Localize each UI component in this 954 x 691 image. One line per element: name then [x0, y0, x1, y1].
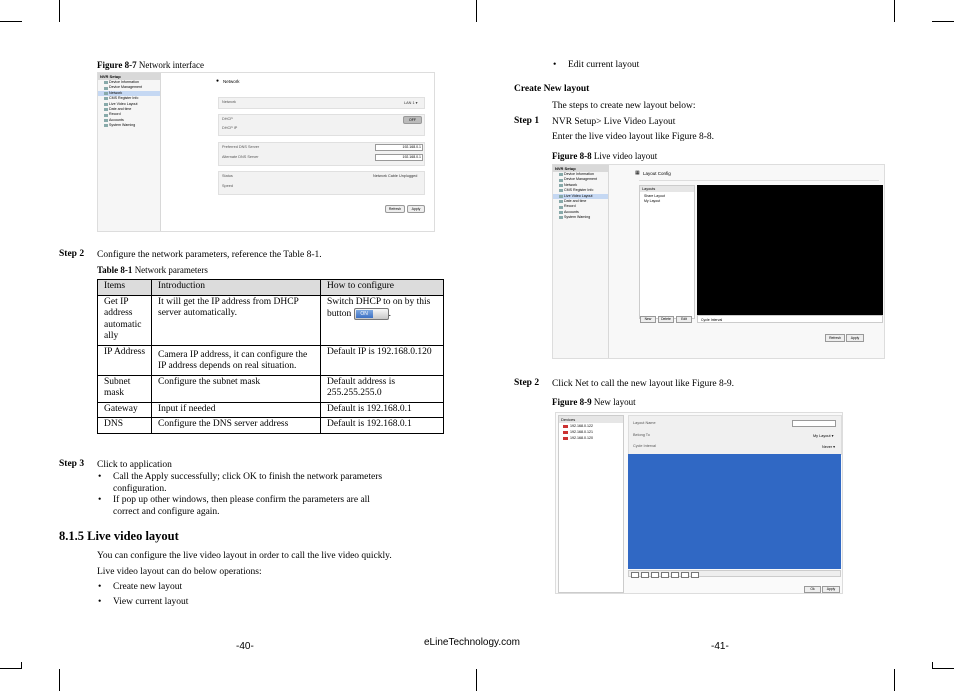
tree-item-label: CMS Register Info [564, 188, 594, 193]
layout-name-input[interactable] [792, 420, 836, 427]
devices-header: Devices [559, 416, 623, 423]
subheading: Create New layout [514, 84, 590, 94]
step-label: Step 3 [59, 459, 85, 469]
grid-6-icon[interactable] [651, 572, 659, 578]
delete-icon[interactable] [691, 572, 699, 578]
table-row [98, 295, 444, 345]
section-heading: 8.1.5 Live video layout [59, 529, 179, 543]
layouts-header: Layouts [640, 186, 694, 192]
dhcp-ip-label: DHCP IP [222, 126, 238, 130]
grid-1-icon[interactable] [631, 572, 639, 578]
dhcp-toggle[interactable]: OFF [403, 116, 422, 124]
status-label: Status [222, 174, 233, 178]
step-text: NVR Setup> Live Video Layout [552, 117, 676, 127]
grid-9-icon[interactable] [671, 572, 679, 578]
belong-to-select[interactable]: My Layout ▾ [813, 434, 834, 438]
table-cell: Get IP address automatic ally [98, 295, 152, 345]
speed-label: Speed [222, 184, 233, 188]
apply-button[interactable]: Apply [822, 586, 840, 593]
figure-caption: Figure 8-9 New layout [552, 397, 636, 407]
table-cell: Default IP is 192.168.0.120 [321, 345, 444, 375]
crop-mark [476, 0, 477, 22]
tree-item-label: Network [564, 182, 578, 187]
table-cell: Subnet mask [98, 375, 152, 402]
tree-node-icon [104, 97, 108, 100]
tree-item-label: Record [564, 204, 576, 209]
camera-icon [563, 425, 568, 428]
globe-icon: ● [216, 78, 220, 84]
crop-mark [59, 669, 60, 691]
paragraph: The steps to create new layout below: [552, 101, 696, 111]
page-number: -41- [711, 641, 729, 652]
crop-mark [0, 668, 22, 669]
step-text: Click to application [97, 460, 172, 470]
tree-item-label: Device Management [109, 85, 142, 90]
tree-item-label: Device Information [109, 80, 139, 84]
table-cell: DNS [98, 418, 152, 434]
refresh-button[interactable]: Refresh [825, 334, 845, 342]
table-cell: Default is 192.168.0.1 [321, 402, 444, 418]
tree-item[interactable] [553, 215, 608, 220]
cycle-interval-bar: Cycle Interval [697, 315, 883, 323]
tree-item-label: Date and time [564, 199, 587, 204]
paragraph: Live video layout can do below operations: [97, 567, 262, 577]
table-cell: It will get the IP address from DHCP server automatically. [152, 295, 321, 345]
device-item[interactable] [559, 435, 623, 441]
refresh-button[interactable]: Refresh [385, 205, 405, 213]
layout-name-label: Layout Name [633, 421, 656, 425]
preferred-dns-input[interactable]: 192.168.0.1 [375, 144, 423, 151]
divider [639, 180, 879, 181]
dhcp-label: DHCP [222, 117, 233, 121]
tree-item[interactable] [98, 123, 160, 128]
table-cell: Configure the DNS server address [152, 418, 321, 434]
table-cell: Switch DHCP to on by this button ON . [321, 295, 444, 345]
tree-node-icon [104, 92, 108, 95]
tree-node-icon [559, 195, 563, 198]
edit-button[interactable]: Edit [676, 316, 692, 323]
list-item: • Create new layout [97, 582, 397, 594]
tree-item-label: Record [109, 112, 121, 117]
top-list [552, 60, 852, 72]
dhcp-box [218, 114, 425, 136]
panel-title: Network [223, 79, 240, 84]
tree-node-icon [559, 189, 563, 192]
step-text: Click Net to call the new layout like Figure 8-9. [552, 379, 735, 389]
network-interface-figure [97, 72, 435, 232]
paragraph: You can configure the live video layout in order to call the live video quickly. [97, 551, 392, 561]
network-row [218, 97, 425, 109]
camera-icon [563, 437, 568, 440]
layout-toolbar [628, 570, 841, 577]
table-cell: Gateway [98, 402, 152, 418]
alternate-dns-input[interactable]: 192.168.0.1 [375, 154, 423, 161]
tree-node-icon [559, 184, 563, 187]
table-row [98, 345, 444, 375]
live-video-layout-figure [552, 164, 885, 359]
network-parameters-table [97, 279, 444, 434]
new-layout-figure [555, 412, 843, 594]
tree-node-icon [559, 179, 563, 182]
tree-item-label: Live Video Layout [564, 193, 593, 198]
table-cell: Camera IP address, it can configure the IP address depends on real situation. [152, 345, 321, 375]
step3-bullets [97, 472, 397, 518]
table-cell: Default is 192.168.0.1 [321, 418, 444, 434]
network-select[interactable]: LAN 1 ▾ [404, 101, 418, 105]
tree-node-icon [104, 108, 108, 111]
tree-item-label: Accounts [564, 209, 579, 214]
table-cell: IP Address [98, 345, 152, 375]
crop-mark [932, 21, 954, 22]
camera-icon [563, 431, 568, 434]
layout-config-panel [609, 165, 884, 358]
tree-node-icon [559, 206, 563, 209]
tree-node-icon [559, 211, 563, 214]
tree-item-label: Accounts [109, 117, 124, 122]
step-text: Configure the network parameters, reference the Table 8-1. [97, 250, 322, 260]
crop-mark [894, 669, 895, 691]
tree-node-icon [104, 103, 108, 106]
belong-to-label: Belong To [633, 433, 650, 437]
device-label: 192.168.0.122 [570, 424, 593, 428]
tree-item-label: System Warning [564, 215, 591, 220]
device-label: 192.168.0.121 [570, 430, 593, 434]
page-number: -40- [236, 641, 254, 652]
tree-header: NVR Setup [553, 165, 608, 172]
dhcp-on-button[interactable]: ON [354, 308, 389, 320]
tree-node-icon [104, 119, 108, 122]
operations-list [97, 582, 397, 608]
crop-mark [932, 662, 933, 669]
crop-mark [932, 668, 954, 669]
list-item: • View current layout [97, 597, 397, 609]
layout-canvas[interactable] [628, 454, 841, 569]
cycle-interval-label: Cycle Interval [633, 444, 657, 448]
tree-item-label: Live Video Layout [109, 101, 138, 106]
tree-item-label: Date and time [109, 107, 132, 112]
figure-caption: Figure 8-8 Live video layout [552, 151, 658, 161]
grid-4-icon[interactable] [641, 572, 649, 578]
nvr-setup-tree [553, 165, 609, 358]
column-header: Introduction [152, 280, 321, 296]
tree-item-label: CMS Register Info [109, 96, 139, 101]
status-value: Network Cable Unplugged [373, 174, 418, 178]
new-button[interactable]: New [640, 316, 656, 323]
apply-button[interactable]: Apply [846, 334, 864, 342]
table-row [98, 402, 444, 418]
paragraph: Enter the live video layout like Figure 8-8. [552, 132, 714, 142]
device-label: 192.168.0.120 [570, 436, 593, 440]
tree-node-icon [104, 81, 108, 84]
preferred-dns-label: Preferred DNS Server [222, 145, 260, 149]
table-cell: Configure the subnet mask [152, 375, 321, 402]
tree-header: NVR Setup [98, 73, 160, 80]
alternate-dns-label: Alternate DNS Server [222, 155, 259, 159]
step-label: Step 1 [514, 116, 540, 126]
column-header: How to configure [321, 280, 444, 296]
tree-item-label: System Warning [109, 123, 136, 128]
table-cell: Default address is 255.255.255.0 [321, 375, 444, 402]
table-row [98, 418, 444, 434]
list-item: • Edit current layout [552, 60, 852, 72]
crop-mark [476, 669, 477, 691]
nvr-setup-tree [98, 73, 161, 231]
crop-mark [0, 21, 22, 22]
tree-node-icon [104, 124, 108, 127]
ok-button[interactable]: Ok [804, 586, 821, 593]
layout-icon: ▦ [635, 170, 640, 176]
video-preview-area [697, 185, 883, 315]
step-label: Step 2 [59, 249, 85, 259]
tree-node-icon [559, 173, 563, 176]
delete-button[interactable]: Delete [658, 316, 674, 323]
crop-mark [21, 662, 22, 669]
crop-mark [894, 0, 895, 22]
apply-button[interactable]: Apply [407, 205, 425, 213]
grid-16-icon[interactable] [681, 572, 689, 578]
tree-node-icon [559, 216, 563, 219]
tree-item-label: Device Information [564, 172, 594, 176]
network-panel [161, 73, 434, 231]
network-label: Network [222, 100, 236, 104]
tree-item-label: Device Management [564, 177, 597, 182]
devices-list [558, 415, 624, 593]
layout-item[interactable]: My Layout [644, 199, 661, 203]
cycle-interval-select[interactable]: Never ▾ [822, 445, 836, 449]
table-caption: Table 8-1 Network parameters [97, 265, 208, 275]
tree-node-icon [104, 87, 108, 90]
layout-item[interactable]: Share Layout [644, 194, 665, 198]
list-item: • Call the Apply successfully; click OK to finish the network parameters configuration. [97, 472, 397, 495]
layouts-list [639, 185, 695, 319]
step-label: Step 2 [514, 378, 540, 388]
layout-settings [628, 415, 842, 455]
figure-caption: Figure 8-7 Network interface [97, 60, 205, 70]
tree-node-icon [104, 114, 108, 117]
footer-site: eLineTechnology.com [424, 637, 520, 648]
list-item: • If pop up other windows, then please confirm the parameters are all correct and configure again. [97, 495, 397, 518]
table-cell: Input if needed [152, 402, 321, 418]
crop-mark [59, 0, 60, 22]
grid-8-icon[interactable] [661, 572, 669, 578]
panel-title: Layout Config [643, 171, 671, 176]
table-row [98, 375, 444, 402]
tree-item-label: Network [109, 90, 123, 95]
column-header: Items [98, 280, 152, 296]
tree-node-icon [559, 200, 563, 203]
